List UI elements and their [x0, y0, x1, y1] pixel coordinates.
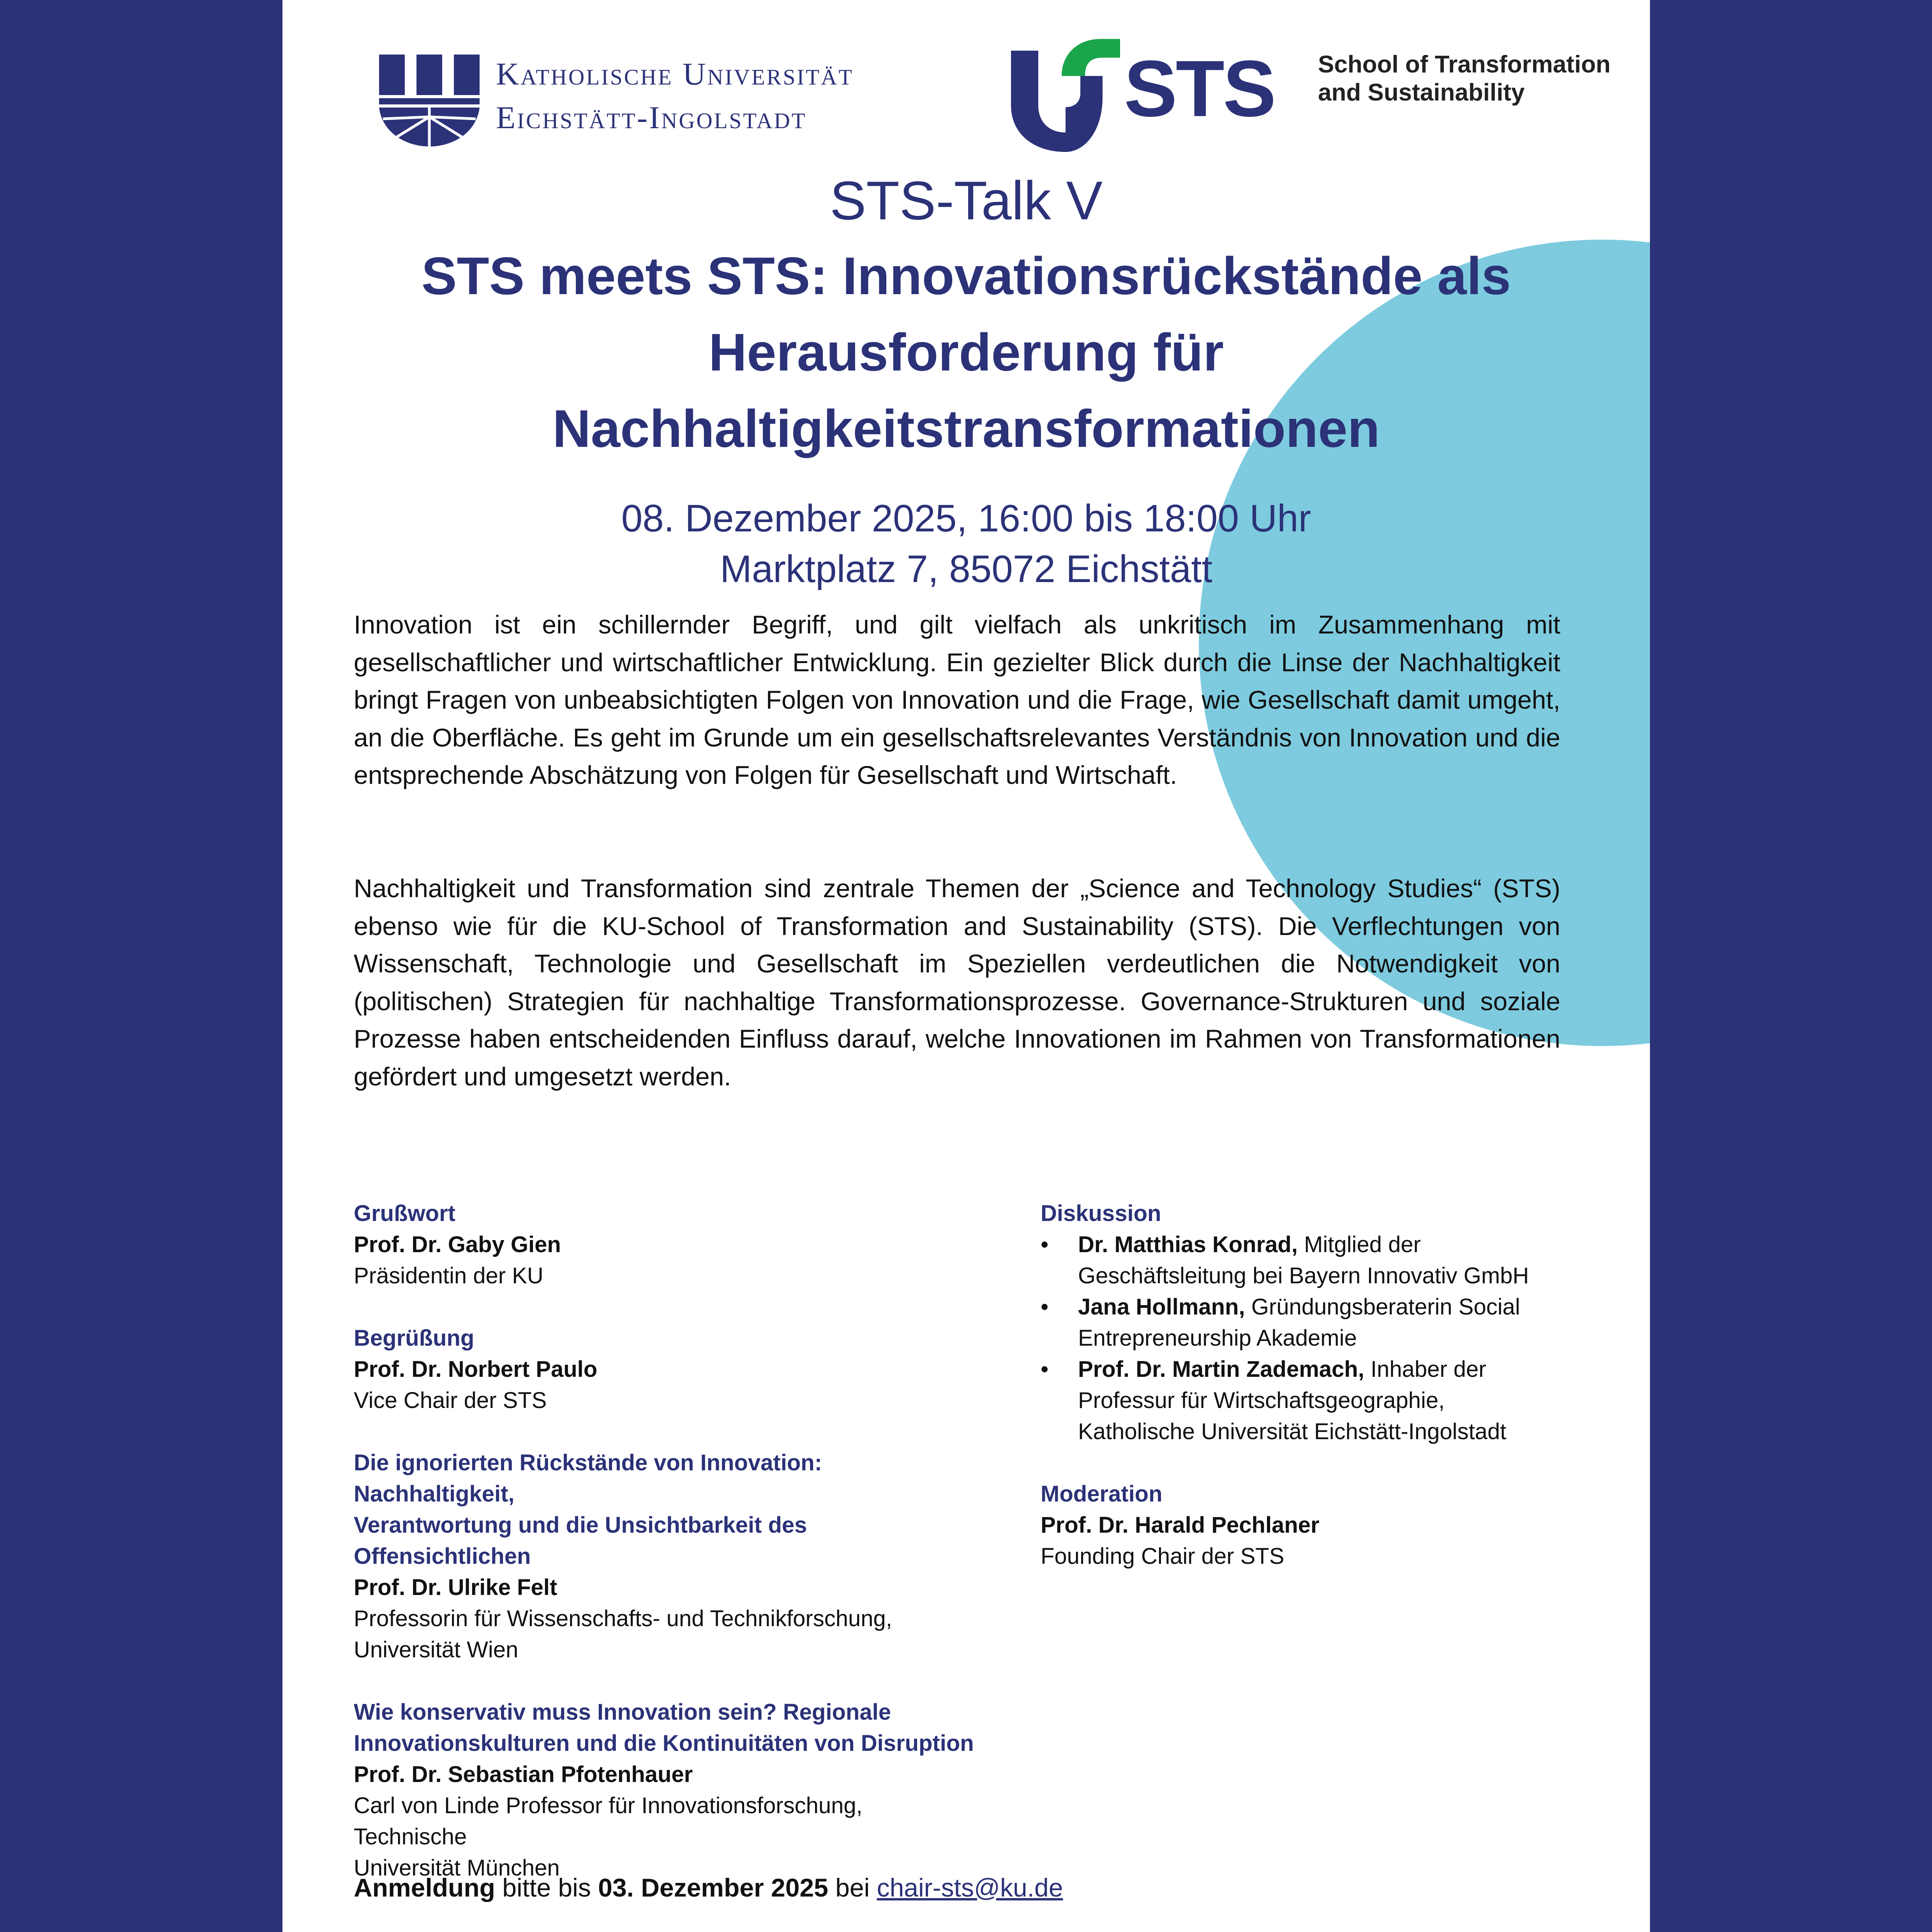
event-date: 08. Dezember 2025, 16:00 bis 18:00 Uhr [621, 497, 1311, 540]
panelist-role-line3: Katholische Universität Eichstätt-Ingolstadt [1078, 1419, 1507, 1444]
talk2-role-line1: Carl von Linde Professor für Innovationsforschung, Technische [354, 1793, 863, 1849]
ku-name-line1: Katholische Universität [496, 56, 854, 92]
registration-label: Anmeldung [354, 1873, 495, 1902]
talk1-role-line2: Universität Wien [354, 1637, 519, 1662]
sts-logo [1011, 39, 1611, 152]
panelist-item [1041, 1292, 1625, 1354]
registration-deadline: 03. Dezember 2025 [598, 1873, 828, 1902]
sts-subtitle-line1: School of Transformation [1318, 51, 1611, 78]
title-line3: Nachhaltigkeitstransformationen [552, 399, 1380, 458]
grusswort-heading: Grußwort [354, 1201, 455, 1226]
talk-label: STS-Talk V [829, 170, 1103, 231]
bullet-icon: • [1041, 1232, 1049, 1257]
grusswort-name: Prof. Dr. Gaby Gien [354, 1232, 561, 1257]
bullet-icon: • [1041, 1294, 1049, 1320]
panelist-role: Mitglied der [1297, 1232, 1421, 1257]
registration-text2: bei [828, 1873, 877, 1902]
event-location: Marktplatz 7, 85072 Eichstätt [720, 547, 1212, 590]
ku-name [496, 52, 854, 139]
moderator-name: Prof. Dr. Harald Pechlaner [1041, 1512, 1320, 1538]
sts-wordmark: STS [1124, 44, 1275, 133]
registration-email-link[interactable]: chair-sts@ku.de [877, 1873, 1063, 1902]
intro-paragraph: Innovation ist ein schillernder Begriff, und gilt vielfach als unkritisch im Zusammenhang mit gesellschaftlicher und wirtschaftlicher Entwicklung. Ein gezielter Blick durch die Linse der Nachhaltigkeit bringt Fragen von unbeabsichtigten Folgen von Innovation und die Frage, wie Gesellschaft damit umgeht, an die Oberfläche. Es geht im Grunde um ein gesellschaftsrelevantes Verständnis von Innovation und die entsprechende Abschätzung von Folgen für Gesellschaft und Wirtschaft. [354, 610, 1560, 789]
panelist-role: Inhaber der [1364, 1357, 1486, 1382]
panelist-name: Prof. Dr. Martin Zademach, [1078, 1357, 1364, 1382]
topic-paragraph: Nachhaltigkeit und Transformation sind zentrale Themen der „Science and Technology Studies“ (STS) ebenso wie für die KU-School of Transformation and Sustainability (STS). Die Verflechtungen von Wissenschaft, Technologie und Gesellschaft im Speziellen verdeutlichen die Notwendigkeit von (politischen) Strategien für nachhaltige Transformationsprozesse. Governance-Strukturen und soziale Prozesse haben entscheidenden Einfluss darauf, welche Innovationen im Rahmen von Transformationen gefördert und umgesetzt werden. [354, 874, 1560, 1091]
panelist-role-line2: Professur für Wirtschaftsgeographie, [1078, 1388, 1445, 1413]
talk2-role-line2: Universität München [354, 1855, 560, 1881]
panelist-item [1041, 1229, 1625, 1292]
panelist-role-line2: Entrepreneurship Akademie [1078, 1325, 1357, 1351]
panelist-name: Jana Hollmann, [1078, 1294, 1245, 1320]
sts-subtitle [1318, 51, 1611, 107]
talk1-heading-line1: Die ignorierten Rückstände von Innovation: Nachhaltigkeit, [354, 1450, 822, 1507]
diskussion-heading: Diskussion [1041, 1201, 1161, 1226]
panelist-list [1041, 1229, 1625, 1447]
ku-logo [379, 51, 963, 149]
title-line2: Herausforderung für [708, 323, 1224, 382]
talk1-speaker: Prof. Dr. Ulrike Felt [354, 1575, 558, 1600]
registration-text1: bitte bis [495, 1873, 598, 1902]
begruessung-name: Prof. Dr. Norbert Paulo [354, 1357, 598, 1382]
registration-line [354, 1870, 1063, 1905]
sts-subtitle-line2: and Sustainability [1318, 79, 1525, 106]
ku-shield-icon [379, 55, 480, 146]
sts-mark-icon [1011, 39, 1132, 152]
bullet-icon: • [1041, 1357, 1049, 1382]
event-title [360, 238, 1572, 467]
begruessung-role: Vice Chair der STS [354, 1388, 547, 1413]
panelist-name: Dr. Matthias Konrad, [1078, 1232, 1298, 1257]
begruessung-heading: Begrüßung [354, 1325, 475, 1351]
title-line1: STS meets STS: Innovationsrückstände als [421, 246, 1511, 305]
flyer-page [282, 0, 1650, 1932]
moderator-role: Founding Chair der STS [1041, 1544, 1284, 1569]
talk1-heading-line2: Verantwortung und die Unsichtbarkeit des Offensichtlichen [354, 1512, 807, 1569]
panelist-item [1041, 1354, 1625, 1447]
talk2-speaker: Prof. Dr. Sebastian Pfotenhauer [354, 1762, 693, 1787]
talk2-heading-line1: Wie konservativ muss Innovation sein? Regionale [354, 1699, 891, 1725]
panelist-role: Gründungsberaterin Social [1245, 1294, 1520, 1320]
talk2-heading-line2: Innovationskulturen und die Kontinuitäten von Disruption [354, 1731, 974, 1756]
ku-name-line2: Eichstätt-Ingolstadt [496, 100, 807, 135]
grusswort-role: Präsidentin der KU [354, 1263, 543, 1288]
talk1-role-line1: Professorin für Wissenschafts- und Technikforschung, [354, 1606, 892, 1631]
program-right-column [1041, 1198, 1625, 1572]
moderation-heading: Moderation [1041, 1481, 1163, 1507]
panelist-role-line2: Geschäftsleitung bei Bayern Innovativ GmbH [1078, 1263, 1529, 1288]
program-left-column [354, 1198, 977, 1884]
